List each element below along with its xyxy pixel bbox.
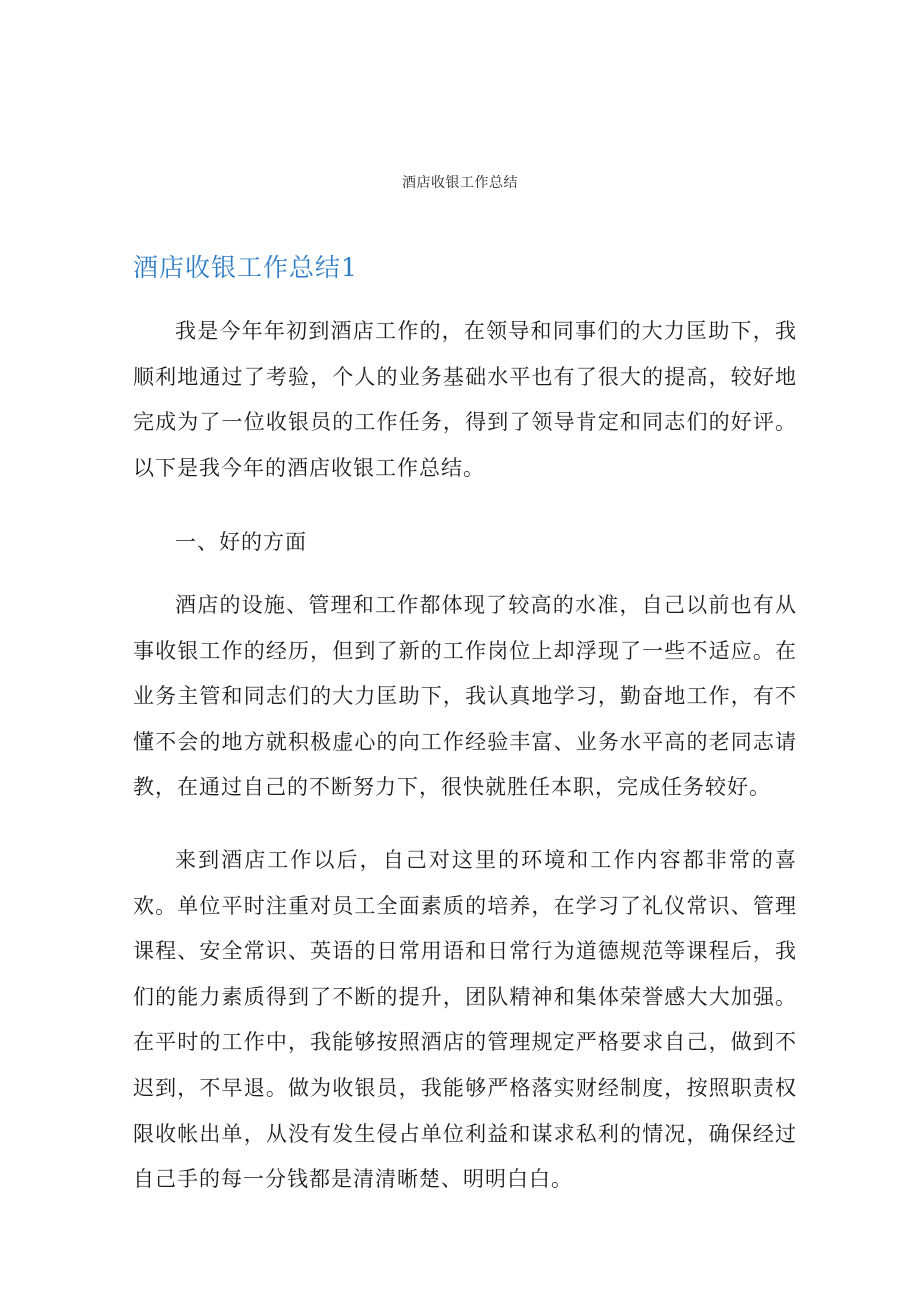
paragraph-training: 来到酒店工作以后，自己对这里的环境和工作内容都非常的喜欢。单位平时注重对员工全面素质的培养，在学习了礼仪常识、管理课程、安全常识、英语的日常用语和日常行为道德规范等课程后，我们的能力素质得到了不断的提升，团队精神和集体荣誉感大大加强。在平时的工作中，我能够按照酒店的管理规定严格要求自己，做到不迟到，不早退。做为收银员，我能够严格落实财经制度，按照职责权限收帐出单，从没有发生侵占单位利益和谋求私利的情况，确保经过自己手的每一分钱都是清清晰楚、明明白白。 [133, 848, 797, 1192]
paragraph-adaptation: 酒店的设施、管理和工作都体现了较高的水准，自己以前也有从事收银工作的经历，但到了新的工作岗位上却浮现了一些不适应。在业务主管和同志们的大力匡助下，我认真地学习，勤奋地工作，有不懂不会的地方就积极虚心的向工作经验丰富、业务水平高的老同志请教，在通过自己的不断努力下，很快就胜任本职，完成任务较好。 [133, 593, 797, 800]
document-header: 酒店收银工作总结 [402, 175, 518, 191]
section-title: 酒店收银工作总结1 [133, 253, 358, 282]
subheading-good-aspects: 一、好的方面 [175, 530, 307, 554]
paragraph-intro: 我是今年年初到酒店工作的，在领导和同事们的大力匡助下，我顺利地通过了考验，个人的业务基础水平也有了很大的提高，较好地完成为了一位收银员的工作任务，得到了领导肯定和同志们的好评。以下是我今年的酒店收银工作总结。 [133, 319, 797, 480]
